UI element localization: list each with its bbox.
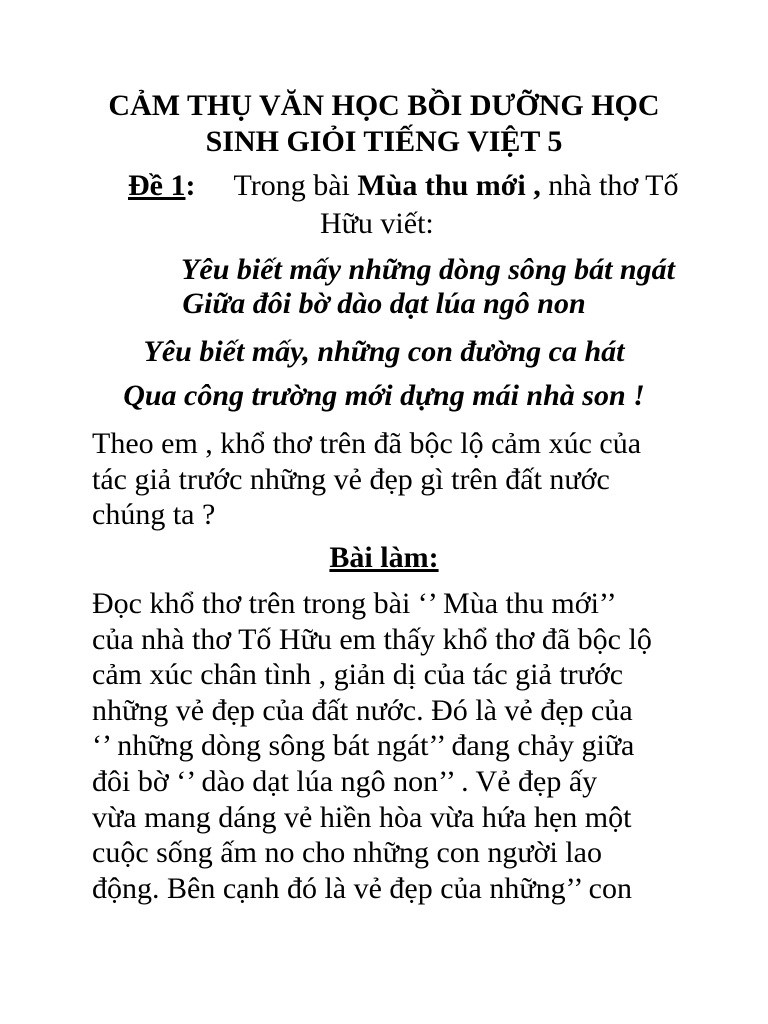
verse-line-2: Giữa đôi bờ dào dạt lúa ngô non xyxy=(182,287,586,320)
answer-paragraph xyxy=(92,586,692,906)
answer-line: Đọc khổ thơ trên trong bài ‘’ Mùa thu mới’’ xyxy=(92,587,617,620)
verse-line-4: Qua công trường mới dựng mái nhà son ! xyxy=(123,379,645,412)
poem-name: Mùa thu mới , xyxy=(357,169,541,202)
answer-line: những vẻ đẹp của đất nước. Đó là vẻ đẹp của xyxy=(92,693,633,727)
question-paragraph xyxy=(92,426,692,533)
question-line: Theo em , khổ thơ trên đã bộc lộ cảm xúc của xyxy=(92,427,642,460)
verse-line-1: Yêu biết mấy những dòng sông bát ngát xyxy=(181,253,675,286)
question-line: chúng ta ? xyxy=(92,498,216,532)
title-line-2: SINH GIỎI TIẾNG VIỆT 5 xyxy=(205,125,563,158)
exercise-intro xyxy=(128,168,679,204)
verse-line-3: Yêu biết mấy, những con đường ca hát xyxy=(143,335,625,368)
title-line-1: CẢM THỤ VĂN HỌC BỒI DƯỠNG HỌC xyxy=(108,89,660,122)
answer-line: của nhà thơ Tố Hữu em thấy khổ thơ đã bộc lộ xyxy=(92,622,652,656)
exercise-label-text: Đề 1 xyxy=(128,169,186,202)
exercise-intro-line-2: Hữu viết: xyxy=(320,207,434,240)
answer-line: ‘’ những dòng sông bát ngát’’ đang chảy giữa xyxy=(92,729,635,763)
exercise-label-colon: : xyxy=(185,169,196,202)
exercise-intro-before: Trong bài xyxy=(233,169,358,202)
answer-line: vừa mang dáng vẻ hiền hòa vừa hứa hẹn một xyxy=(92,800,632,834)
answer-line: cảm xúc chân tình , giản dị của tác giả trước xyxy=(92,658,624,692)
answer-heading: Bài làm: xyxy=(329,541,439,574)
answer-line: cuộc sống ấm no cho những con người lao xyxy=(92,836,602,870)
exercise-label xyxy=(128,169,195,202)
question-line: tác giả trước những vẻ đẹp gì trên đất nước xyxy=(92,462,610,496)
answer-line: đôi bờ ‘’ dào dạt lúa ngô non’’ . Vẻ đẹp ấy xyxy=(92,764,598,798)
exercise-intro-after: nhà thơ Tố xyxy=(540,169,679,202)
answer-line: động. Bên cạnh đó là vẻ đẹp của những’’ con xyxy=(92,871,632,905)
